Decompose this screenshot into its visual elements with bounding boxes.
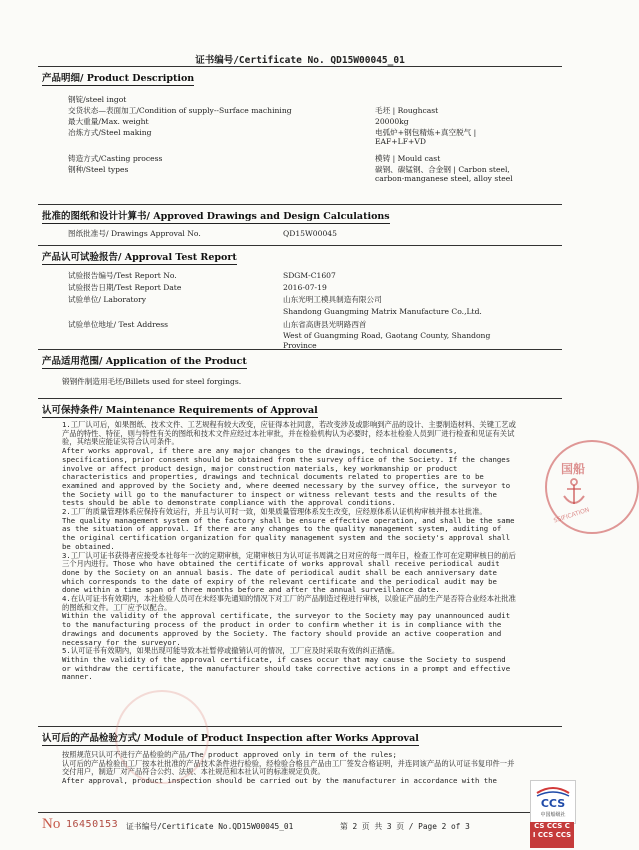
inspection-text: 按照规范只认可不进行产品检验的产品/The product approved only in term of the rules; 认可后的产品检验由工厂按本社批准的产品技术条件进行检验，经检验合格且产品由工厂签发合格证明，并连同该产品的认可证书复印件一并交付用户，制造厂对产品符合公约、法规、本社规范和本社认可的标准规定负责。 After approval, product inspection should be carried out by the manufacturer in accordance with the xyxy=(62,750,515,786)
row-label: 钢锭/steel ingot xyxy=(68,95,127,104)
section-rule xyxy=(38,204,562,205)
row-value: 山东省高唐县光明路西首 xyxy=(283,320,367,329)
faint-seal-overlay xyxy=(115,690,209,784)
section-heading-product-description: 产品明细/ Product Description xyxy=(42,70,194,84)
anchor-icon xyxy=(561,478,587,508)
row-value: SDGM-C1607 xyxy=(283,271,336,280)
section-heading-application: 产品适用范围/ Application of the Product xyxy=(42,353,247,367)
row-value: West of Guangming Road, Gaotang County, Shandong xyxy=(283,331,491,340)
application-text: 锻钢件制造用毛坯/Billets used for steel forgings. xyxy=(62,377,242,386)
ccs-logo-subtext: 中国船级社 xyxy=(540,812,566,818)
row-label: 试验报告编号/Test Report No. xyxy=(68,271,177,280)
row-label: 钢种/Steel types xyxy=(68,165,129,174)
row-value: 碳钢、碳锰钢、合金钢 | Carbon steel, carbon-manganese steel, alloy steel xyxy=(375,165,513,183)
page-number: 第 2 页 共 3 页 / Page 2 of 3 xyxy=(340,822,470,831)
section-rule xyxy=(38,398,562,399)
drawings-approval-label: 图纸批准号/ Drawings Approval No. xyxy=(68,229,201,238)
seal-stamp xyxy=(545,440,639,534)
row-value: 20000kg xyxy=(375,117,409,126)
row-label: 交货状态—表面加工/Condition of supply--Surface machining xyxy=(68,106,292,115)
row-value: Shandong Guangming Matrix Manufacture Co.,Ltd. xyxy=(283,307,482,316)
ccs-side-text: CS CCS C xyxy=(534,822,570,830)
maintenance-text: 1.工厂认可后，如果图纸、技术文件、工艺规程有较大改变，应征得本社同意，若改变涉及或影响到产品的设计、主要制造材料、关键工艺或产品的特性、特征，则与特性有关的图纸和技术文件应经过本社审批，并在检验机构认为必要时，经本社检验人员到厂进行检查和见证有关试验，其结果应能证实符合认可条件。 After works approval, if there are any major changes to the drawings, technical documents, specifications, prior consent should be obtained from the survey office of the Society. If the changes involve or affect product design, major construction materials, key workmanship or product characteristics and properties, drawings and technical documents related to properties are to be examined and approved by the Society and, where deemed necessary by the survey office, the surveyor to the Society will go to the manufacturer to inspect or witness relevant tests and the results of the tests should be able to demonstrate compliance with the approval conditions. 2.工厂的质量管理体系应保持有效运行，并且与认可时一致，如果质量管理体系发生改变，应经原体系认证机构审核并报本社批准。 The quality management system of the factory shall be ensure effective operation, and shall be the same as the situation of approval. If there are any changes to the quality management system, auditing of the original certification organization for quality management system and the society's approval shall be obtained. 3.工厂认可证书获得者应接受本社每年一次的定期审核，定期审核日为认可证书周满之日对应的每一周年日，检查工作可在定期审核日的前后三个月内进行。Those who have obtained the certificate of works approval shall receive periodical audit done by the Society on an annual basis. The date of periodical audit shall be each anniversary date which corresponds to the date of expiry of the relevant certificate and the periodical audit may be done within a time span of three months before and after the annual surveillance date. 4.在认可证书有效期内，本社检验人员可在未经事先通知的情况下对工厂的产品制造过程进行审核，以验证产品的生产是否符合业经本社批准的图纸和文件。工厂应予以配合。 Within the validity of the approval certificate, the surveyor to the Society may pay unannounced audit to the manufacturing process of the product in order to confirm whether it is in compliance with the drawings and documents approved by the Society. The factory should provide an active cooperation and necessary for the surveyor. 5.认可证书有效期内，如果出现可能导致本社暂停或撤销认可的情况，工厂应及时采取有效的纠正措施。 Within the validity of the approval certificate, if cases occur that may cause the Society to suspend or withdraw the certificate, the manufacturer should take corrective actions in a prompt and effective manner. xyxy=(62,420,516,682)
row-label: 试验报告日期/Test Report Date xyxy=(68,283,182,292)
ccs-logo xyxy=(530,780,576,824)
certificate-number-header: 证书编号/Certificate No. QD15W00045_01 xyxy=(195,55,405,66)
footer-certificate-number: 证书编号/Certificate No.QD15W00045_01 xyxy=(126,822,294,831)
section-heading-approved-drawings: 批准的图纸和设计计算书/ Approved Drawings and Design Calculations xyxy=(42,208,390,222)
seal-text: 国船 xyxy=(561,462,586,476)
row-value: 毛坯 | Roughcast xyxy=(375,106,439,115)
drawings-approval-value: QD15W00045 xyxy=(283,229,337,238)
row-value: Province xyxy=(283,341,317,350)
section-heading-approval-test-report: 产品认可试验报告/ Approval Test Report xyxy=(42,249,237,263)
seal-arc-text: SSIFICATION xyxy=(552,506,591,525)
row-value: 山东光明工模具制造有限公司 xyxy=(283,295,382,304)
serial-number: 16450153 xyxy=(66,819,119,830)
footer-rule xyxy=(38,812,562,813)
row-label: 试验单位地址/ Test Address xyxy=(68,320,168,329)
ccs-side-strip xyxy=(530,822,574,848)
row-label: 试验单位/ Laboratory xyxy=(68,295,147,304)
section-rule xyxy=(38,245,562,246)
section-heading-maintenance: 认可保持条件/ Maintenance Requirements of Approval xyxy=(42,402,318,416)
ccs-logo-text: CCS xyxy=(540,797,566,810)
row-value: 电弧炉+钢包精炼+真空脱气 | EAF+LF+VD xyxy=(375,128,477,146)
row-label: 最大重量/Max. weight xyxy=(68,117,149,126)
row-value: 2016-07-19 xyxy=(283,283,327,292)
ccs-side-text-2: I CCS CCS xyxy=(532,831,572,839)
row-value: 模铸 | Mould cast xyxy=(375,154,441,163)
row-label: 铸造方式/Casting process xyxy=(68,154,163,163)
serial-prefix: No xyxy=(42,816,61,832)
row-label: 冶炼方式/Steel making xyxy=(68,128,152,137)
section-rule xyxy=(38,349,562,350)
header-rule xyxy=(38,66,562,67)
section-heading-inspection: 认可后的产品检验方式/ Module of Product Inspection after Works Approval xyxy=(42,730,419,744)
